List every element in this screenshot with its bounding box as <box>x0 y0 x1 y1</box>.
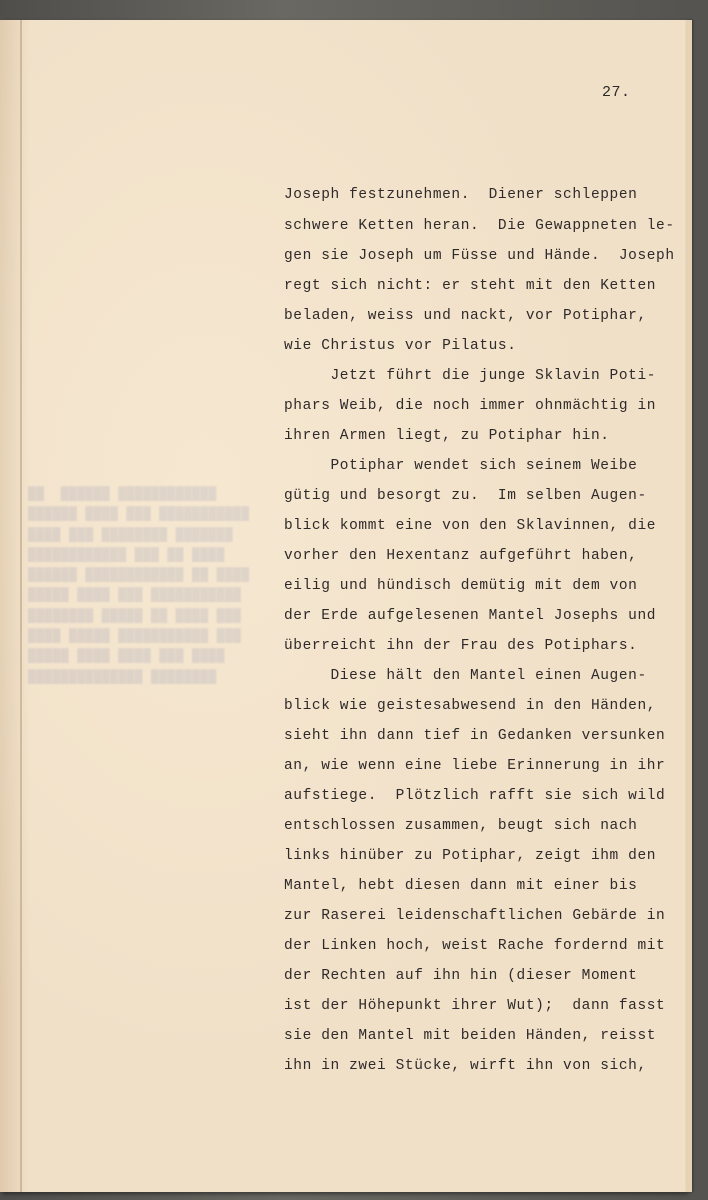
text-line: zur Raserei leidenschaftlichen Gebärde in <box>284 908 666 924</box>
page-right-edge <box>686 20 692 1192</box>
text-line: der Erde aufgelesenen Mantel Josephs und <box>284 608 657 624</box>
text-line: ihren Armen liegt, zu Potiphar hin. <box>284 428 610 444</box>
text-line: eilig und hündisch demütig mit dem von <box>284 578 638 594</box>
text-line: sie den Mantel mit beiden Händen, reisst <box>284 1028 657 1044</box>
text-line: blick kommt eine von den Sklavinnen, die <box>284 518 657 534</box>
text-line: wie Christus vor Pilatus. <box>284 338 517 354</box>
text-line: überreicht ihn der Frau des Potiphars. <box>284 638 638 654</box>
text-line: links hinüber zu Potiphar, zeigt ihm den <box>284 848 657 864</box>
text-line: phars Weib, die noch immer ohnmächtig in <box>284 398 657 414</box>
text-line: Joseph festzunehmen. Diener schleppen <box>284 187 638 203</box>
text-line: gen sie Joseph um Füsse und Hände. Joseph <box>284 248 675 264</box>
text-line: entschlossen zusammen, beugt sich nach <box>284 818 638 834</box>
text-line: der Linken hoch, weist Rache fordernd mit <box>284 938 666 954</box>
text-line: gütig und besorgt zu. Im selben Augen- <box>284 488 647 504</box>
text-line: sieht ihn dann tief in Gedanken versunken <box>284 728 666 744</box>
text-line: ihn in zwei Stücke, wirft ihn von sich, <box>284 1058 647 1074</box>
bleed-through-text: ██ ██████ ████████████ ██████ ████ ███ ███████████ ████ ███ ████████ ███████ ████████████ ███ ██ ████ ██████ ████████████ ██ ████ █████ ████ ███ ███████████ ████████ █████ ██ ████ ███ ████ █████ ███████████ ███ █████ ████ ████ ███ ████ ██████████████ ████████ <box>28 486 250 684</box>
text-line: regt sich nicht: er steht mit den Ketten <box>284 278 657 294</box>
text-line: aufstiege. Plötzlich rafft sie sich wild <box>284 788 666 804</box>
text-line: an, wie wenn eine liebe Erinnerung in ihr <box>284 758 666 774</box>
text-line: Mantel, hebt diesen dann mit einer bis <box>284 878 638 894</box>
text-line: der Rechten auf ihn hin (dieser Moment <box>284 968 638 984</box>
page-number: 27. <box>602 84 631 101</box>
text-line: blick wie geistesabwesend in den Händen, <box>284 698 657 714</box>
text-line: vorher den Hexentanz aufgeführt haben, <box>284 548 638 564</box>
text-line: Jetzt führt die junge Sklavin Poti- <box>284 368 657 384</box>
text-line: Potiphar wendet sich seinem Weibe <box>284 458 638 474</box>
text-line: beladen, weiss und nackt, vor Potiphar, <box>284 308 647 324</box>
text-line: ist der Höhepunkt ihrer Wut); dann fasst <box>284 998 666 1014</box>
text-line: Diese hält den Mantel einen Augen- <box>284 668 647 684</box>
text-line: schwere Ketten heran. Die Gewappneten le- <box>284 218 675 234</box>
